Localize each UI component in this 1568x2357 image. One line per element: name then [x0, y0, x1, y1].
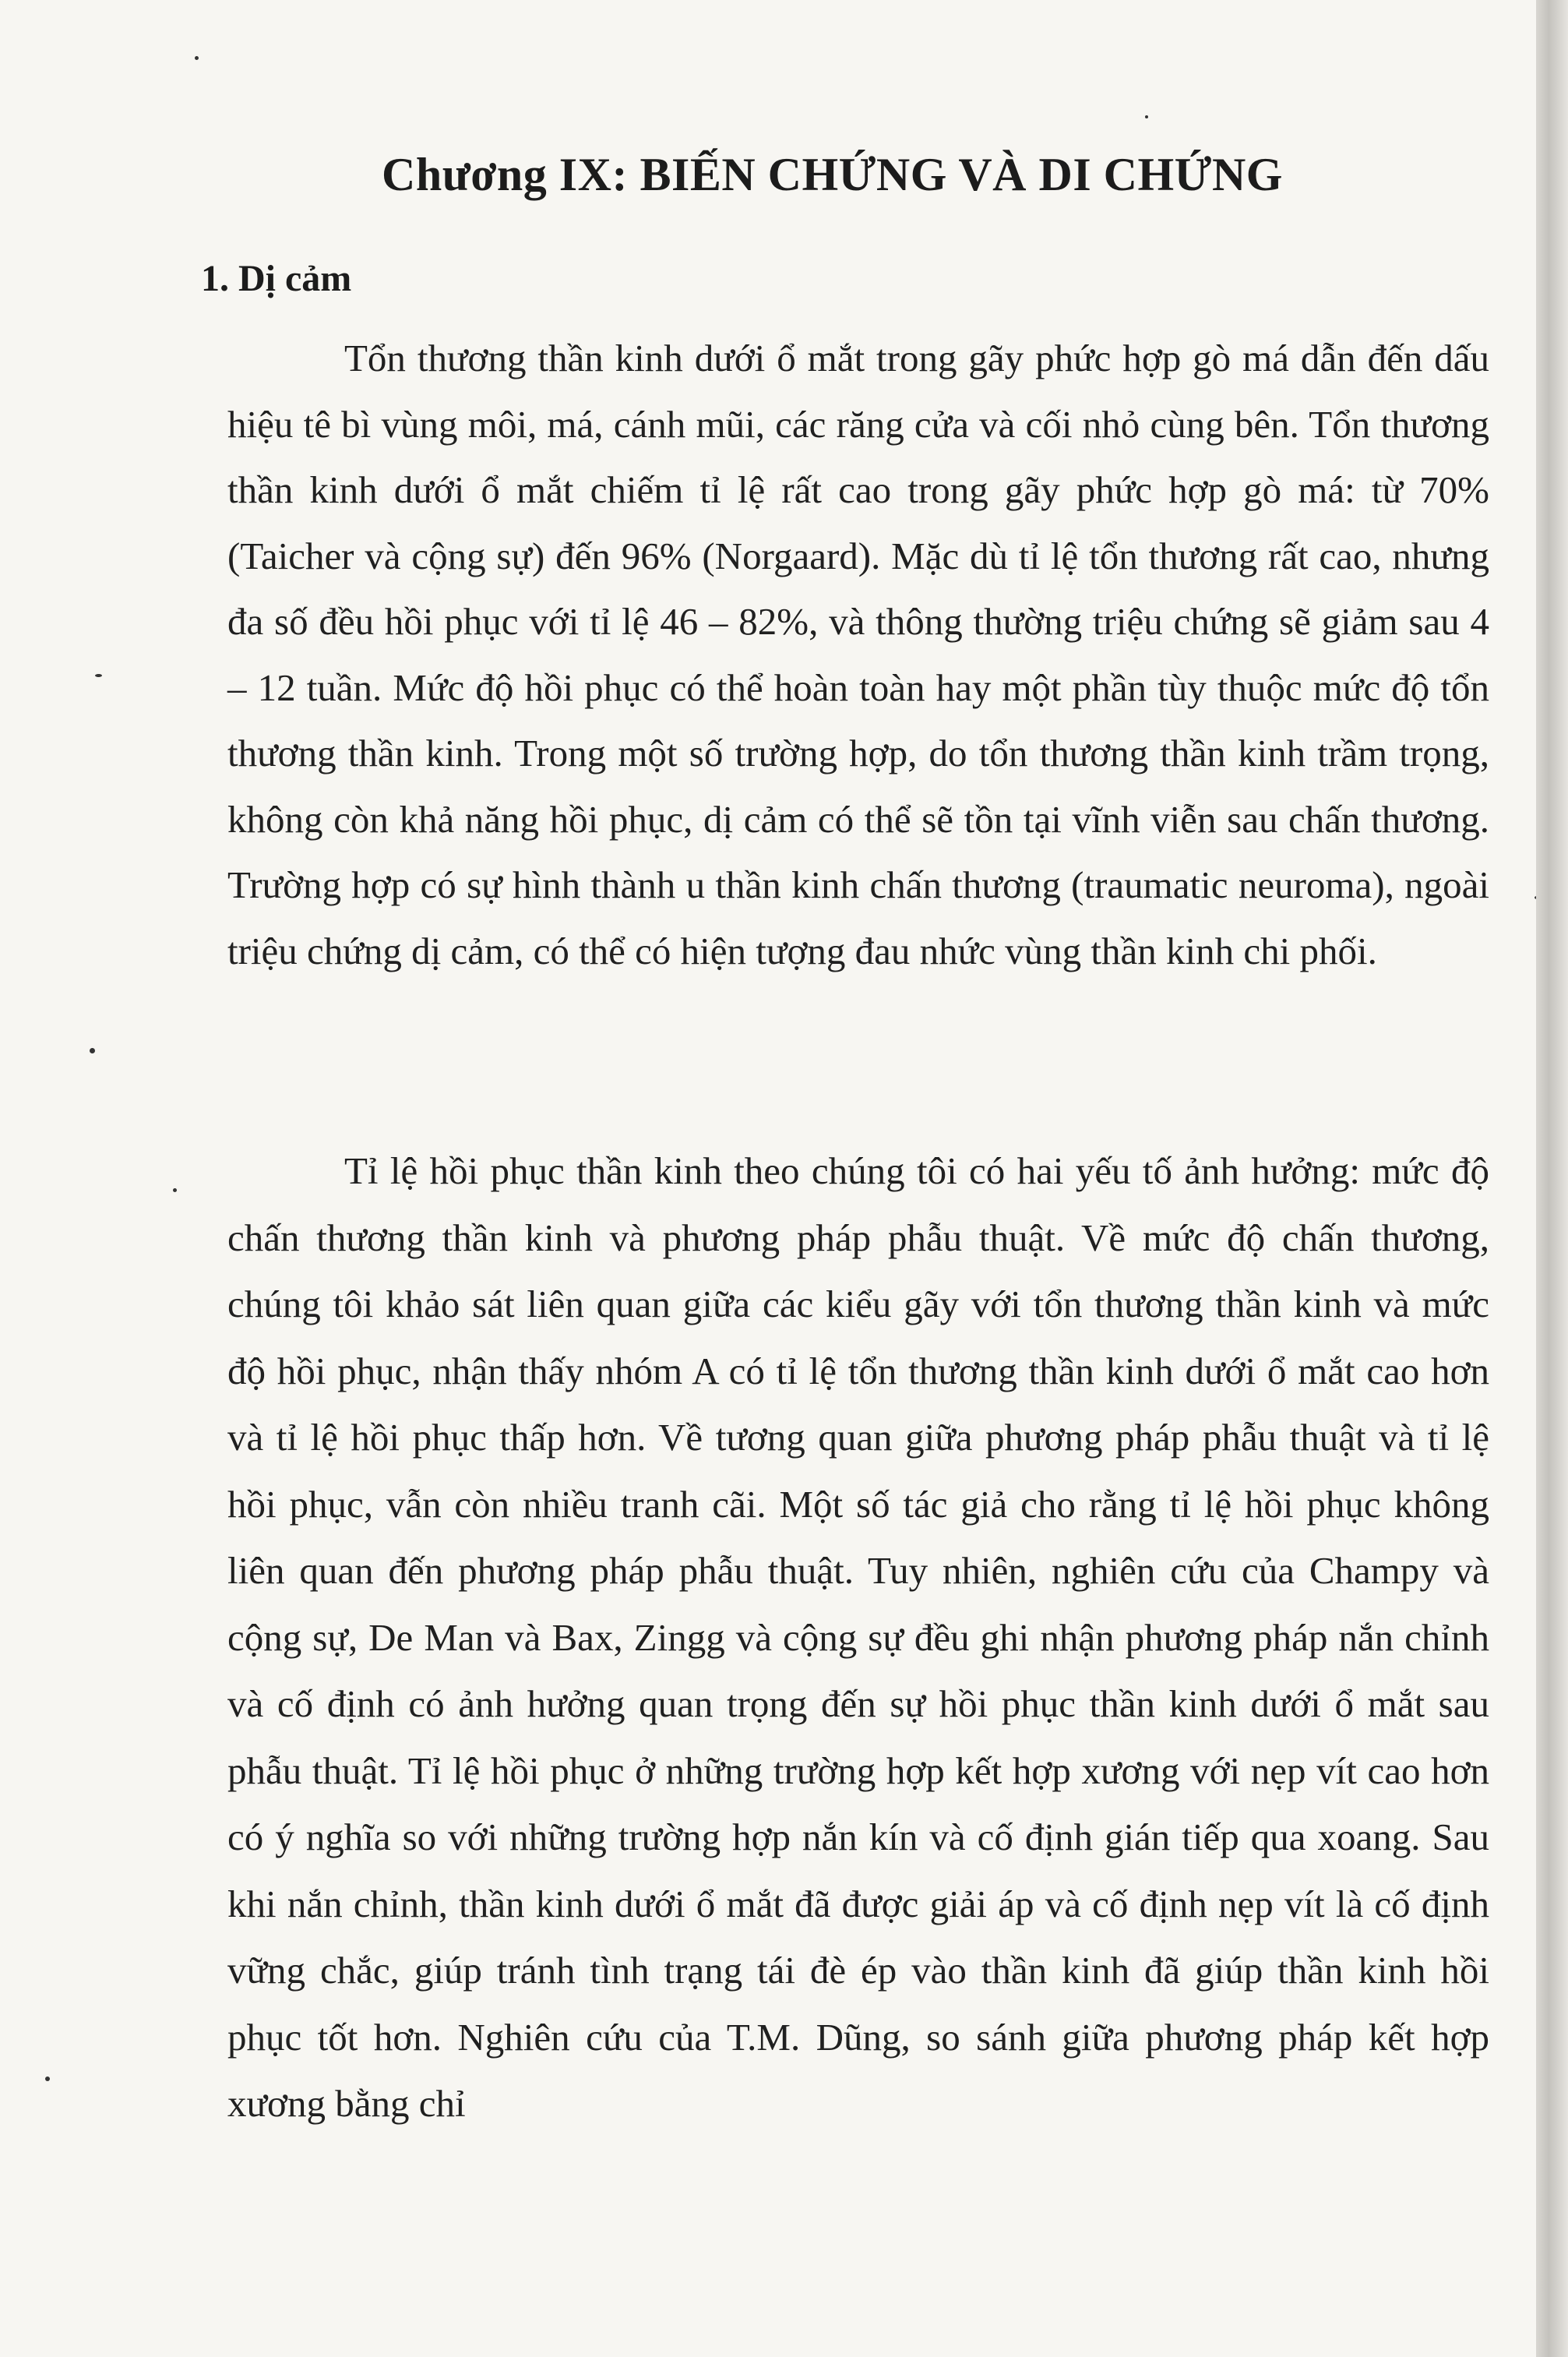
scan-speck	[90, 1048, 95, 1053]
scan-speck	[1145, 115, 1148, 118]
scan-speck	[195, 56, 199, 60]
scan-speck	[173, 1188, 177, 1192]
section-heading: 1. Dị cảm	[201, 258, 352, 299]
page-edge-shadow	[1536, 0, 1568, 2357]
scan-speck	[45, 2076, 50, 2081]
paragraph-2: Tỉ lệ hồi phục thần kinh theo chúng tôi có hai yếu tố ảnh hưởng: mức độ chấn thương thần kinh và phương pháp phẫu thuật. Về mức độ chấn thương, chúng tôi khảo sát liên quan giữa các kiểu gãy với tổn thương thần kinh và mức độ hồi phục, nhận thấy nhóm A có tỉ lệ tổn thương thần kinh dưới ổ mắt cao hơn và tỉ lệ hồi phục thấp hơn. Về tương quan giữa phương pháp phẫu thuật và tỉ lệ hồi phục, vẫn còn nhiều tranh cãi. Một số tác giả cho rằng tỉ lệ hồi phục không liên quan đến phương pháp phẫu thuật. Tuy nhiên, nghiên cứu của Champy và cộng sự, De Man và Bax, Zingg và cộng sự đều ghi nhận phương pháp nắn chỉnh và cố định có ảnh hưởng quan trọng đến sự hồi phục thần kinh dưới ổ mắt sau phẫu thuật. Tỉ lệ hồi phục ở những trường hợp kết hợp xương với nẹp vít cao hơn có ý nghĩa so với những trường hợp nắn kín và cố định gián tiếp qua xoang. Sau khi nắn chỉnh, thần kinh dưới ổ mắt đã được giải áp và cố định nẹp vít là cố định vững chắc, giúp tránh tình trạng tái đè ép vào thần kinh đã giúp thần kinh hồi phục tốt hơn. Nghiên cứu của T.M. Dũng, so sánh giữa phương pháp kết hợp xương bằng chỉ	[227, 1149, 1489, 2125]
scan-speck	[95, 674, 102, 677]
paragraph-1: Tổn thương thần kinh dưới ổ mắt trong gãy phức hợp gò má dẫn đến dấu hiệu tê bì vùng môi, má, cánh mũi, các răng cửa và cối nhỏ cùng bên. Tổn thương thần kinh dưới ổ mắt chiếm tỉ lệ rất cao trong gãy phức hợp gò má: từ 70% (Taicher và cộng sự) đến 96% (Norgaard). Mặc dù tỉ lệ tổn thương rất cao, nhưng đa số đều hồi phục với tỉ lệ 46 – 82%, và thông thường triệu chứng sẽ giảm sau 4 – 12 tuần. Mức độ hồi phục có thể hoàn toàn hay một phần tùy thuộc mức độ tổn thương thần kinh. Trong một số trường hợp, do tổn thương thần kinh trầm trọng, không còn khả năng hồi phục, dị cảm có thể sẽ tồn tại vĩnh viễn sau chấn thương. Trường hợp có sự hình thành u thần kinh chấn thương (traumatic neuroma), ngoài triệu chứng dị cảm, có thể có hiện tượng đau nhức vùng thần kinh chi phối.	[227, 337, 1489, 972]
chapter-title: Chương IX: BIẾN CHỨNG VÀ DI CHỨNG	[382, 149, 1283, 200]
